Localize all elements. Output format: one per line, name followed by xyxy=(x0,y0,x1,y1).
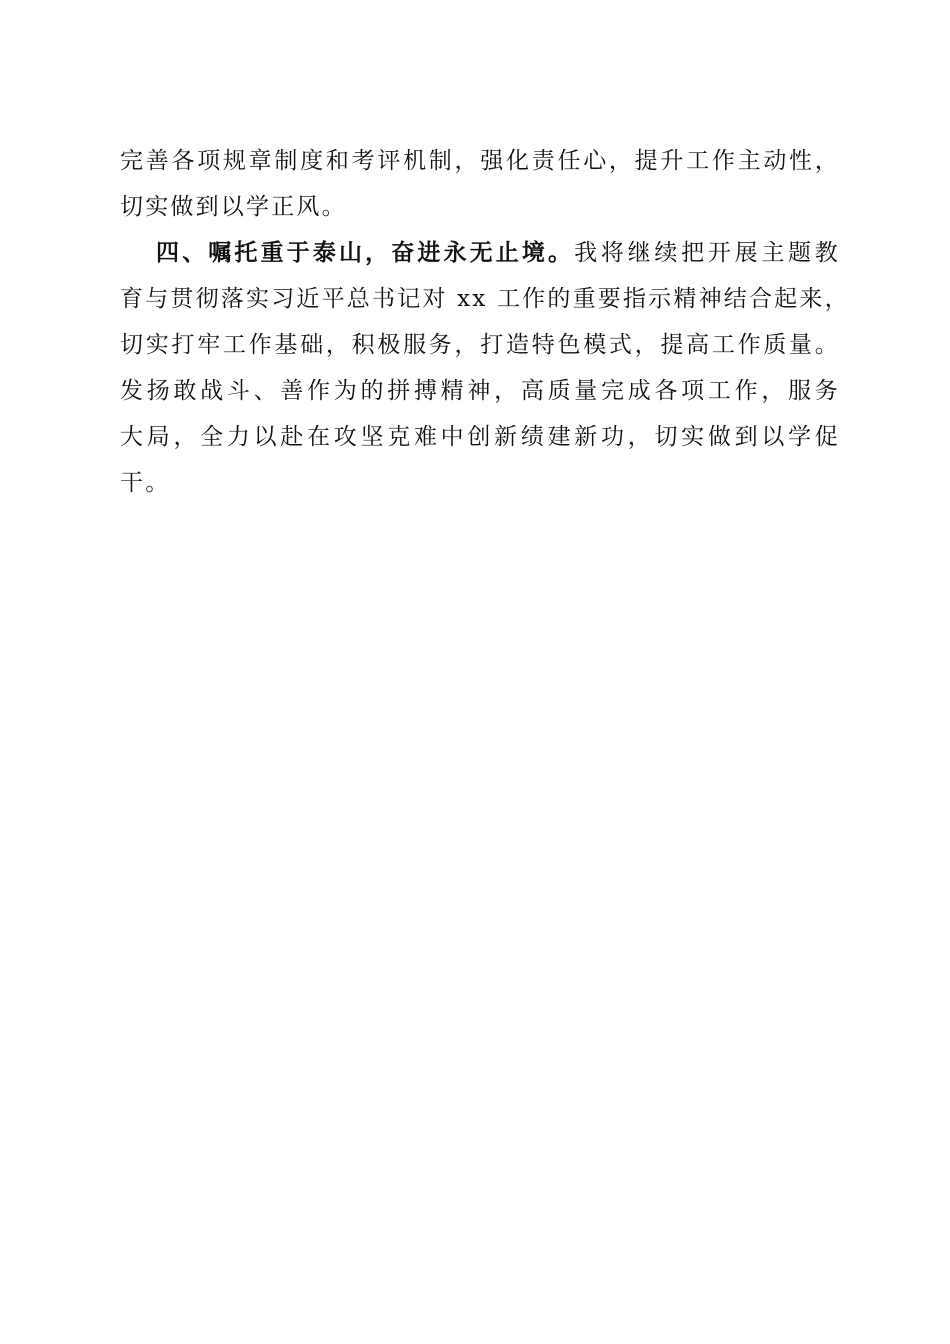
paragraph-first-line xyxy=(120,230,840,276)
paragraph-line: 切实做到以学正风。 xyxy=(120,194,347,220)
paragraph-text: 我将继续把开展主题教 xyxy=(574,240,840,266)
paragraph-line: 切实打牢工作基础，积极服务，打造特色模式，提高工作质量。 xyxy=(120,332,840,358)
paragraph-line: 干。 xyxy=(120,470,171,496)
document-body xyxy=(120,138,850,506)
paragraph-line: 完善各项规章制度和考评机制，强化责任心，提升工作主动性， xyxy=(120,148,840,174)
paragraph-line: 发扬敢战斗、善作为的拼搏精神，高质量完成各项工作，服务 xyxy=(120,378,840,404)
section-heading: 四、嘱托重于泰山，奋进永无止境。 xyxy=(156,240,575,266)
paragraph-line: 育与贯彻落实习近平总书记对 xx 工作的重要指示精神结合起来， xyxy=(120,286,850,312)
paragraph-2 xyxy=(120,230,850,506)
paragraph-line: 大局，全力以赴在攻坚克难中创新绩建新功，切实做到以学促 xyxy=(120,424,840,450)
paragraph-1 xyxy=(120,138,840,230)
